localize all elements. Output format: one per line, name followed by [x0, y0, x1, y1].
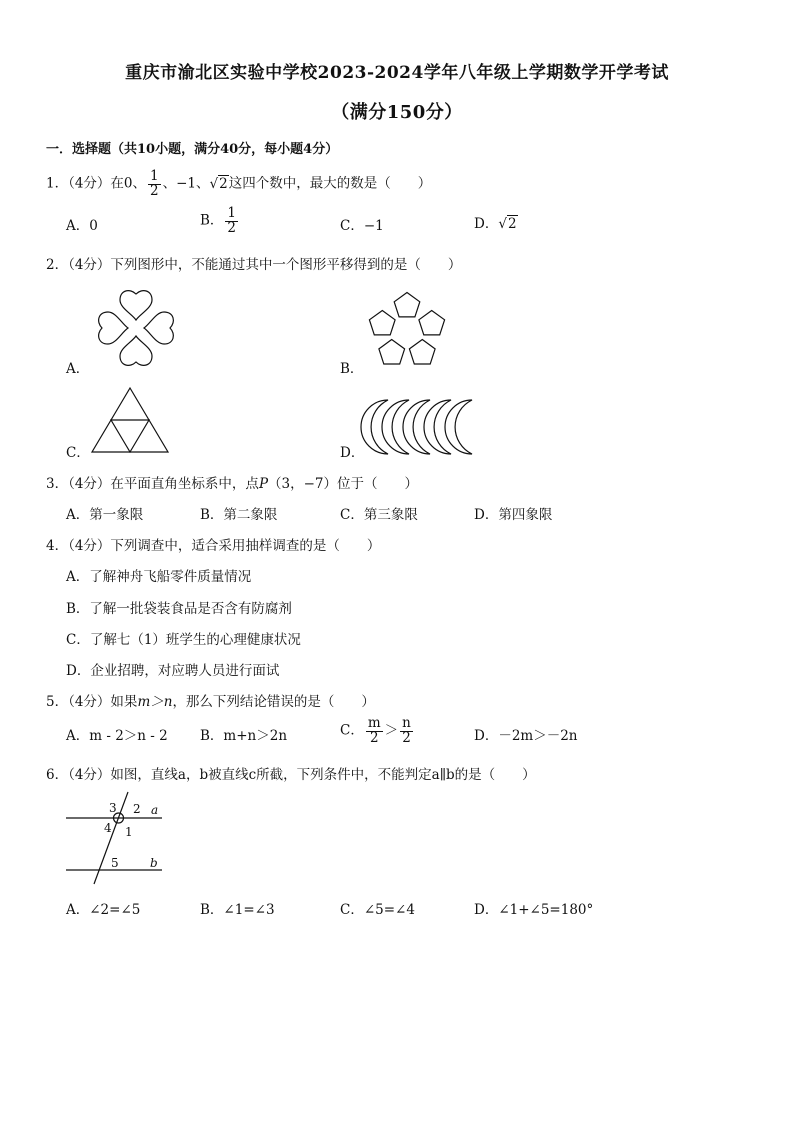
q3-option-b: B．第二象限: [200, 507, 278, 523]
q4-option-b: B．了解一批袋装食品是否含有防腐剂: [66, 601, 292, 617]
q6-option-d: D．∠1+∠5=180°: [474, 902, 594, 918]
triangle-figure: [90, 386, 170, 454]
pentagon-group: [369, 293, 444, 365]
q5-option-c: C． $\frac{m}{2}$ ＞ $\frac{n}{2}$: [340, 715, 411, 746]
angle-label-2: 2: [133, 802, 141, 816]
question-3-stem: 3．（4分）在平面直角坐标系中，点P（3，−7）位于（ ）: [46, 476, 419, 492]
q5-option-b: B．m+n＞2n: [200, 728, 288, 744]
angle-label-5: 5: [111, 856, 119, 870]
q3-point-var: P: [258, 476, 269, 492]
q5-option-d: D．－2m＞－2n: [474, 728, 578, 744]
heart-bottom: [120, 336, 152, 365]
pentagon-star-figure: [360, 288, 454, 372]
q3-option-a: A．第一象限: [66, 507, 144, 523]
q1-option-d: D．√2: [474, 216, 517, 232]
q5-option-a: A．m - 2＞n - 2: [66, 728, 168, 744]
q1-option-a: A．0: [66, 218, 98, 234]
heart-right: [144, 312, 173, 344]
q1-prefix: 1．（4分）在0、: [46, 175, 147, 192]
angle-label-3: 3: [109, 801, 117, 815]
q1-suffix: 这四个数中，最大的数是（ ）: [228, 175, 432, 192]
q1-option-b: B． $\frac{1}{2}$: [200, 205, 237, 236]
q2-option-d: D．: [340, 445, 365, 461]
question-2-stem: 2．（4分）下列图形中，不能通过其中一个图形平移得到的是（ ）: [46, 257, 462, 273]
inner-triangle: [111, 420, 149, 452]
crescent: [403, 400, 430, 454]
question-5-stem: 5．（4分）如果m＞n，那么下列结论错误的是（ ）: [46, 694, 375, 710]
crescent: [445, 400, 472, 454]
q1-sqrt: √2: [209, 175, 228, 192]
question-6-stem: 6．（4分）如图，直线a，b被直线c所截，下列条件中，不能判定a∥b的是（ ）: [46, 767, 536, 783]
heart-top: [120, 291, 152, 320]
q4-option-a: A．了解神舟飞船零件质量情况: [66, 569, 252, 585]
line-label-b: b: [150, 856, 158, 870]
crescents-figure: [364, 398, 496, 456]
q2-option-b: B．: [340, 361, 364, 377]
q2-option-c: C．: [66, 445, 90, 461]
page-subtitle: （满分150分）: [331, 102, 463, 123]
angle-label-1: 1: [125, 825, 133, 839]
crescent: [361, 400, 388, 454]
pentagon: [379, 340, 405, 365]
heart-left: [99, 312, 128, 344]
q3-option-d: D．第四象限: [474, 507, 553, 523]
angle-label-4: 4: [104, 821, 112, 835]
q4-option-d: D．企业招聘，对应聘人员进行面试: [66, 663, 280, 679]
q1-fraction: $\frac{1}{2}$: [150, 168, 159, 199]
crescent: [382, 400, 409, 454]
question-1-stem: [46, 170, 431, 198]
crescent: [424, 400, 451, 454]
pentagon: [419, 311, 445, 335]
line-label-a: a: [151, 803, 159, 817]
pentagon: [409, 340, 435, 365]
q1-option-c: C．−1: [340, 218, 384, 234]
parallel-lines-figure: [62, 790, 172, 886]
page-title: 重庆市渝北区实验中学校2023-2024学年八年级上学期数学开学考试: [125, 63, 669, 83]
q3-option-c: C．第三象限: [340, 507, 418, 523]
q6-option-c: C．∠5=∠4: [340, 902, 415, 918]
q6-option-b: B．∠1=∠3: [200, 902, 275, 918]
q2-option-a: A．: [66, 361, 90, 377]
q6-option-a: A．∠2=∠5: [66, 902, 141, 918]
section-heading: 一．选择题（共10小题，满分40分，每小题4分）: [46, 142, 339, 157]
question-4-stem: 4．（4分）下列调查中，适合采用抽样调查的是（ ）: [46, 538, 381, 554]
crescent-group: [361, 400, 472, 454]
pentagon: [394, 293, 420, 317]
q5-condition: m＞n: [137, 694, 173, 710]
q1-mid: 、−1、: [162, 175, 210, 192]
pentagon: [369, 311, 395, 335]
q4-option-c: C．了解七（1）班学生的心理健康状况: [66, 632, 301, 648]
four-hearts-figure: [88, 282, 184, 374]
